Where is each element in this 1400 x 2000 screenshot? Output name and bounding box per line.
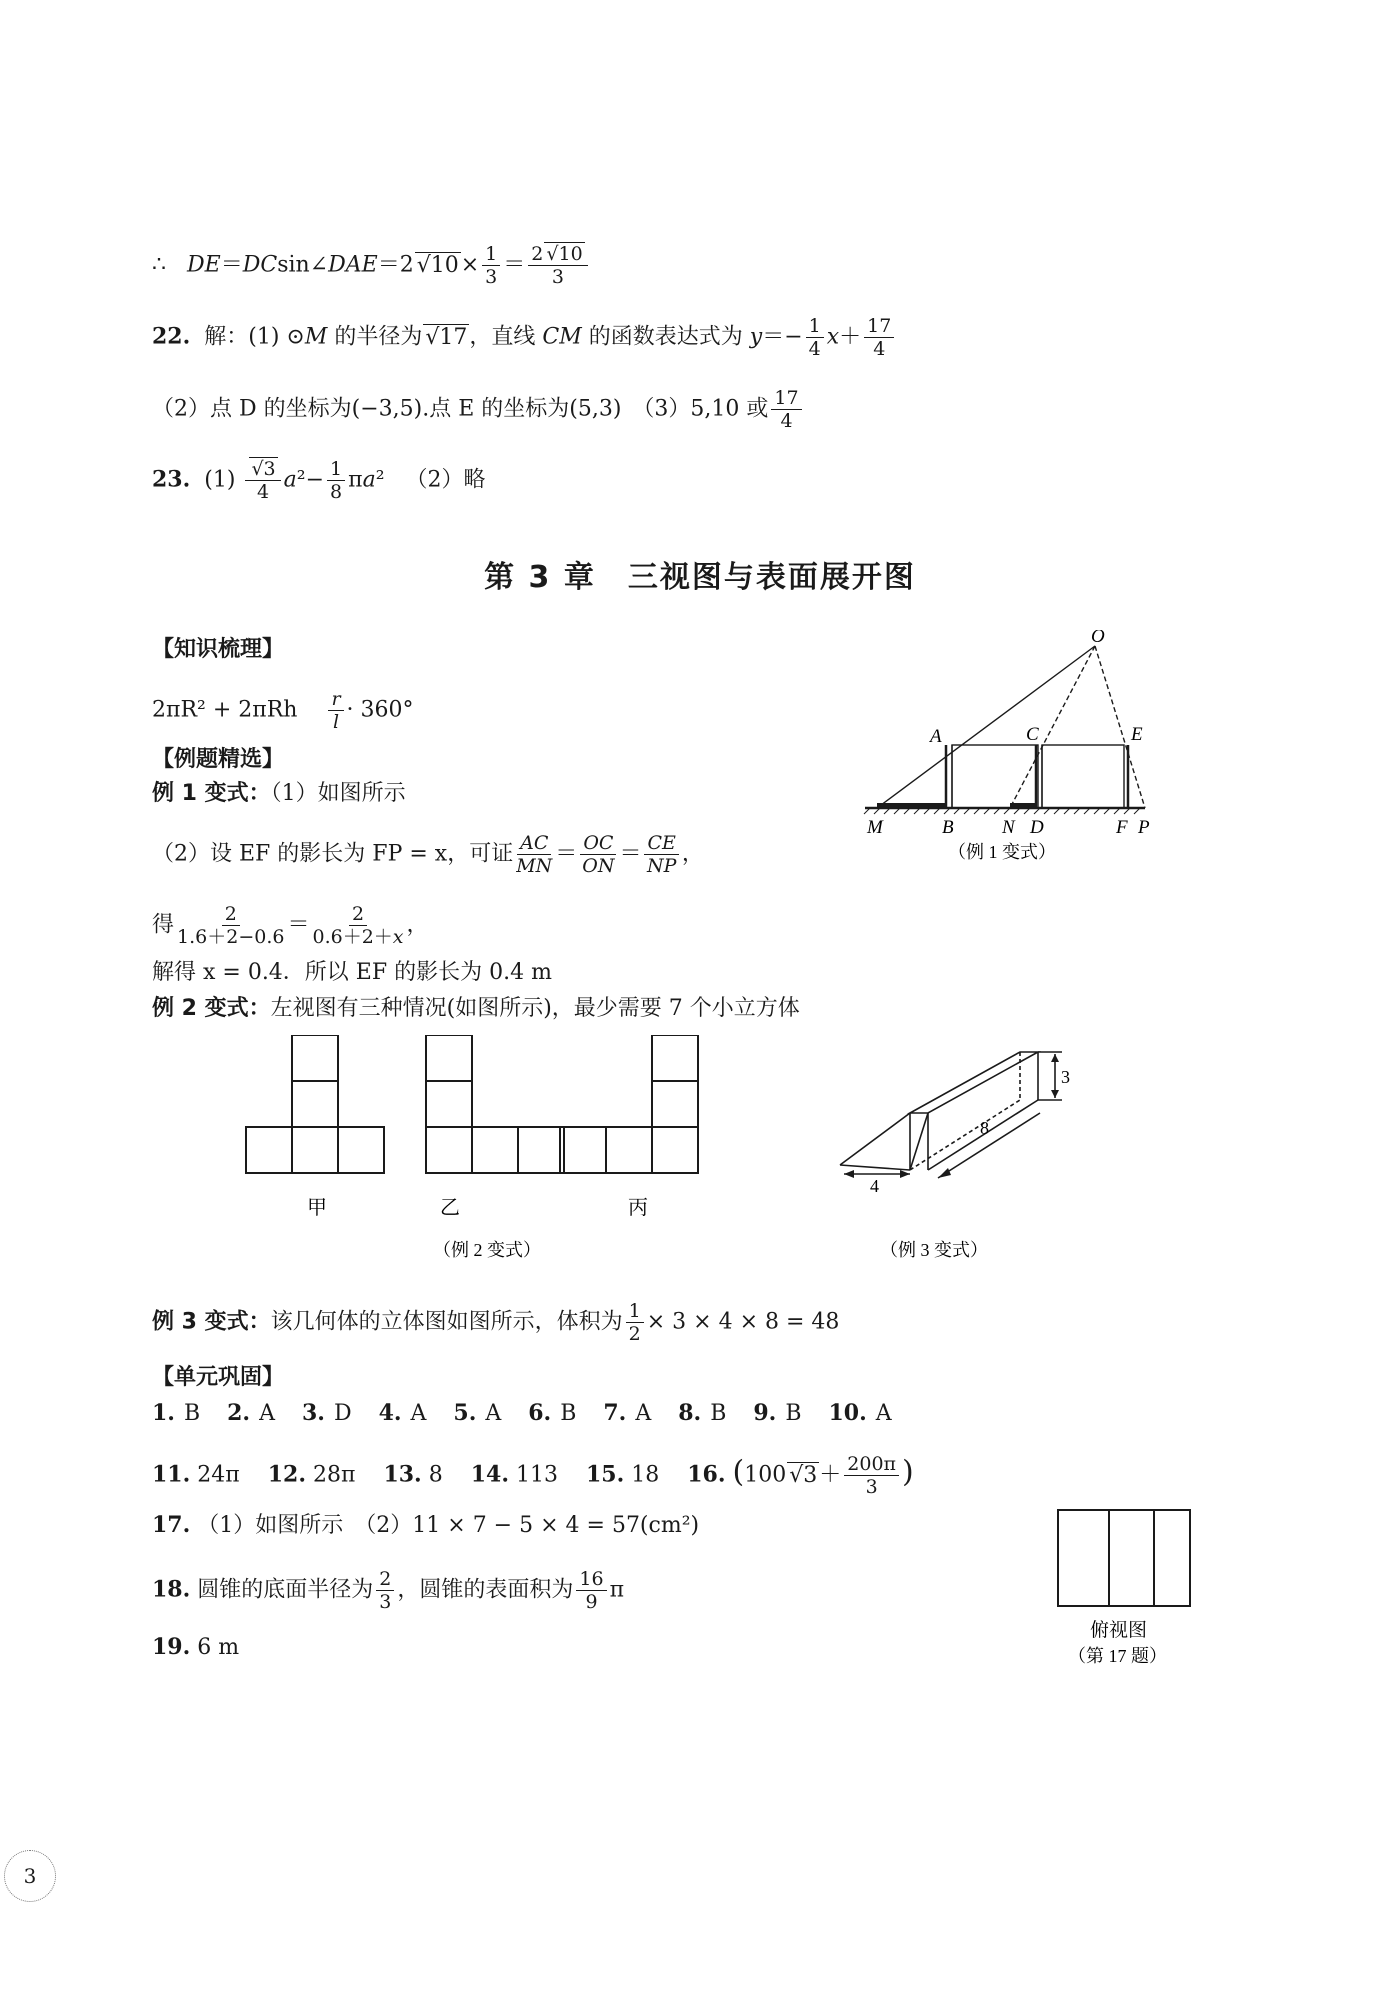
ex1-solve: 解得 x = 0.4．所以 EF 的影长为 0.4 m bbox=[152, 960, 552, 985]
q17-figure bbox=[1050, 1508, 1200, 1668]
view-jia bbox=[246, 1035, 384, 1173]
q22-line1: 22. 解：(1) ⊙M 的半径为 √17，直线 CM 的函数表达式为 y＝− $\frac{1}{4}$ x＋ $\frac{17}{4}$ bbox=[152, 315, 897, 360]
point-M: M bbox=[867, 817, 883, 838]
point-O: O bbox=[1091, 630, 1105, 647]
ex3-caption: （例 3 变式） bbox=[880, 1240, 988, 1260]
ex2-figures bbox=[235, 1035, 715, 1285]
ex3-line: 例 3 变式：该几何体的立体图如图所示，体积为 $\frac{1}{2}$ × 3 × 4 × 8 = 48 bbox=[152, 1300, 840, 1345]
page-number: 3 bbox=[4, 1850, 56, 1902]
label-yi: 乙 bbox=[440, 1197, 460, 1219]
unit-row2: 11. 24π 12. 28π 13. 8 14. 113 15. 18 16. (100 √3＋ $\frac{200\pi}{3}$ ) bbox=[152, 1453, 914, 1498]
unit-row1: 1. B 2. A 3. D 4. A 5. A 6. B 7. A 8. B 9. B 10. A bbox=[152, 1400, 892, 1426]
point-D: D bbox=[1030, 817, 1044, 838]
knowledge-formula: 2πR² + 2πRh $\frac{r}{l}$ · 360° bbox=[152, 688, 414, 733]
section-knowledge: 【知识梳理】 bbox=[152, 637, 285, 662]
view-bing bbox=[560, 1035, 698, 1173]
ex2-caption: （例 2 变式） bbox=[433, 1240, 541, 1260]
ex1-line1: 例 1 变式：（1）如图所示 bbox=[152, 781, 406, 806]
point-A: A bbox=[930, 726, 942, 747]
ex1-caption: （例 1 变式） bbox=[948, 842, 1056, 862]
line-therefore: ∴ DE＝DCsin∠DAE＝2 √10× $\frac{1}{3}$ ＝ $\frac{2 √10}{3}$ bbox=[152, 243, 591, 288]
label-bing: 丙 bbox=[628, 1197, 648, 1219]
chapter-title: 第 3 章 三视图与表面展开图 bbox=[484, 560, 916, 595]
point-E: E bbox=[1131, 724, 1143, 745]
ex3-figure bbox=[800, 1040, 1100, 1270]
q17-fig-caption: （第 17 题） bbox=[1068, 1646, 1167, 1666]
unit-q18: 18. 圆锥的底面半径为 $\frac{2}{3}$ ，圆锥的表面积为 $\frac{16}{9}$ π bbox=[152, 1568, 625, 1613]
q22-line2: （2）点 D 的坐标为(−3,5).点 E 的坐标为(5,3) （3）5,10 或 $\frac{17}{4}$ bbox=[152, 387, 805, 432]
ex1-line3: 得 $\frac{2}{1.6+2-0.6}$ ＝ $\frac{2}{0.6+2+x}$ ， bbox=[152, 903, 429, 948]
ex2-line: 例 2 变式：左视图有三种情况(如图所示)，最少需要 7 个小立方体 bbox=[152, 996, 800, 1021]
section-examples: 【例题精选】 bbox=[152, 747, 285, 772]
point-B: B bbox=[942, 817, 954, 838]
point-N: N bbox=[1002, 817, 1015, 838]
point-F: F bbox=[1116, 817, 1128, 838]
section-unit: 【单元巩固】 bbox=[152, 1365, 285, 1390]
label-jia: 甲 bbox=[307, 1197, 327, 1219]
dim-4: 4 bbox=[870, 1176, 879, 1196]
ex1-figure bbox=[850, 630, 1170, 875]
q17-fig-title: 俯视图 bbox=[1090, 1620, 1148, 1641]
ex1-line2: （2）设 EF 的影长为 FP = x，可证 $\frac{AC}{MN}$ ＝ $\frac{OC}{ON}$ ＝ $\frac{CE}{NP}$ ， bbox=[152, 832, 704, 877]
dim-3: 3 bbox=[1061, 1067, 1070, 1087]
point-P: P bbox=[1138, 817, 1150, 838]
unit-q17: 17. （1）如图所示 （2）11 × 7 − 5 × 4 = 57(cm²) bbox=[152, 1512, 700, 1538]
view-yi bbox=[426, 1035, 564, 1173]
q23-line: 23. (1) $\frac{√3}{4}$ a²− $\frac{1}{8}$ πa² （2）略 bbox=[152, 458, 486, 503]
dim-8: 8 bbox=[980, 1118, 989, 1138]
unit-q19: 19. 6 m bbox=[152, 1634, 240, 1660]
point-C: C bbox=[1026, 724, 1039, 745]
